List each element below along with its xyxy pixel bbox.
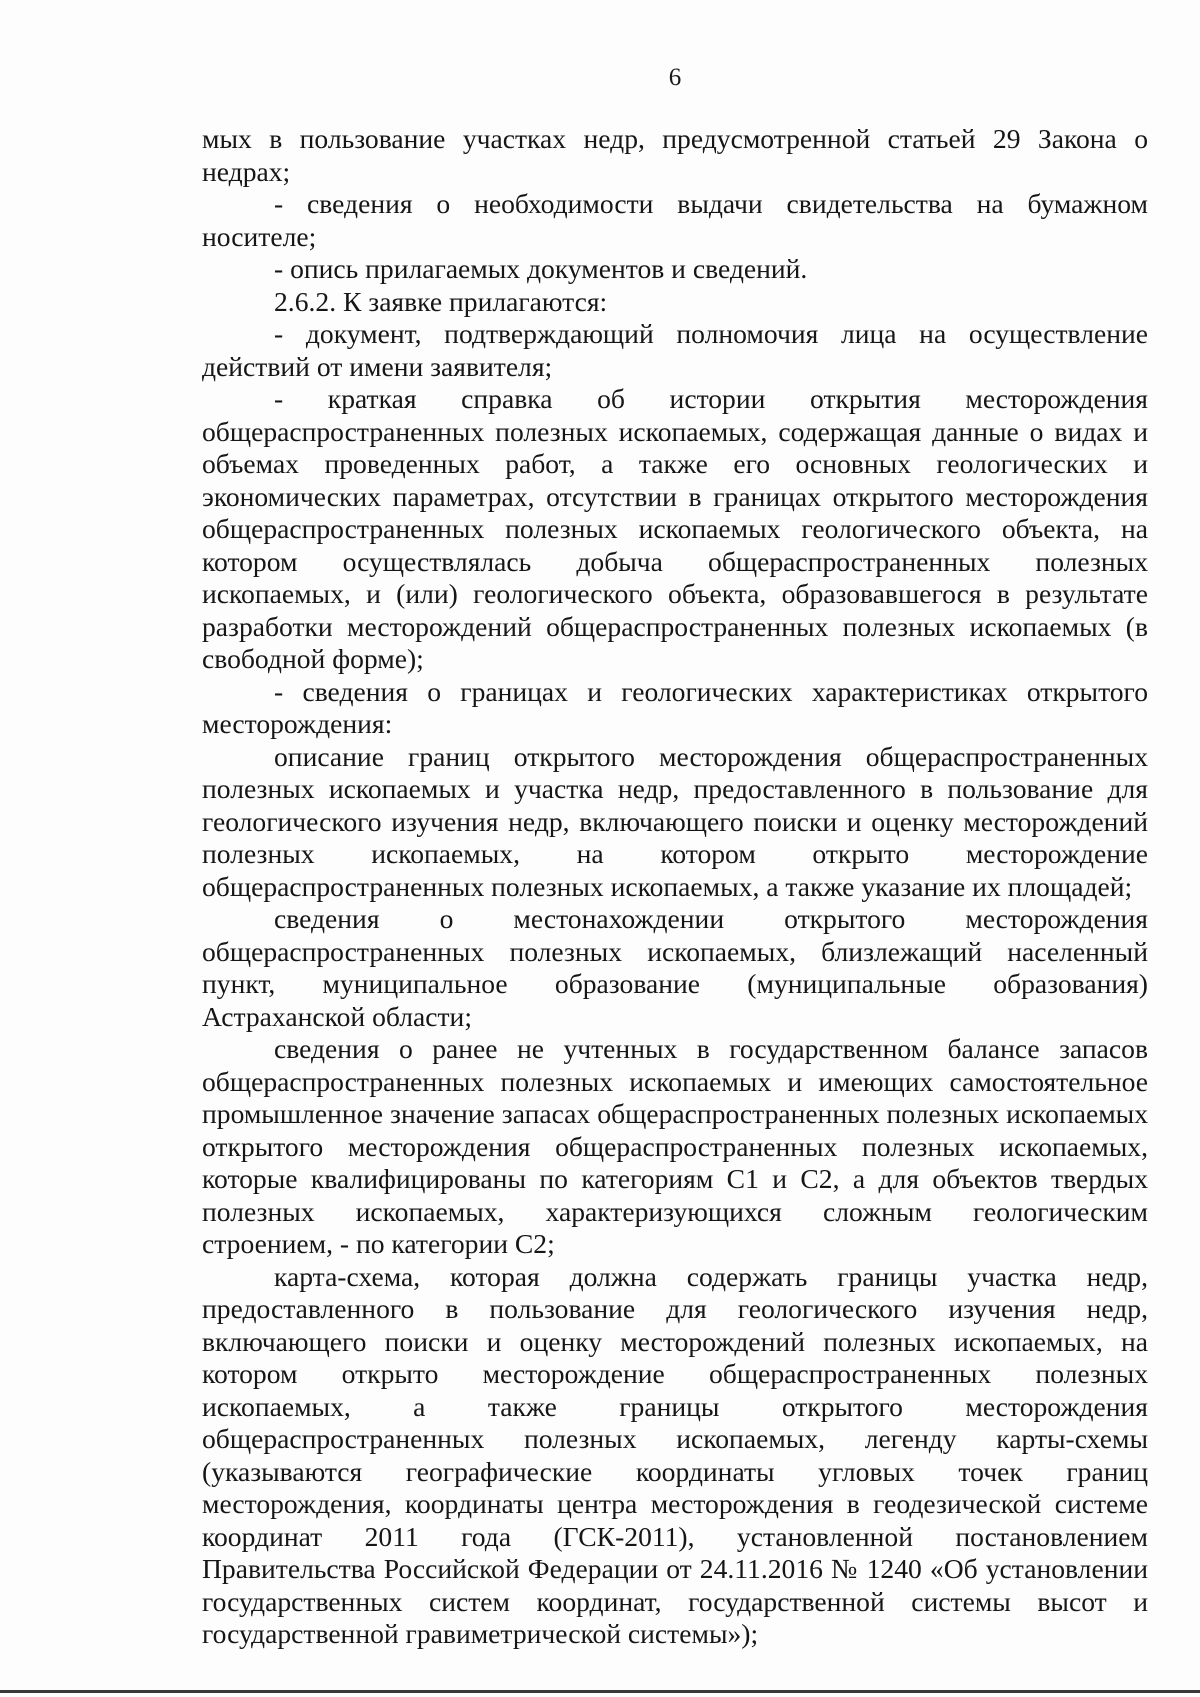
document-body bbox=[202, 123, 1148, 1651]
paragraph-10: сведения о ранее не учтенных в государственном балансе запасов общераспространенных полезных ископаемых и имеющих самостоятельное промышленное значение запасах общераспространенных полезных ископаемых открытого месторождения общераспространенных полезных ископаемых, которые квалифицированы по категориям С1 и С2, а для объектов твердых полезных ископаемых, характеризующихся сложным геологическим строением, - по категории С2; bbox=[202, 1033, 1148, 1259]
paragraph-7: - сведения о границах и геологических характеристиках открытого месторождения: bbox=[202, 675, 1148, 739]
paragraph-9: сведения о местонахождении открытого месторождения общераспространенных полезных ископаемых, близлежащий населенный пункт, муниципальное образование (муниципальные образования) Астраханской области; bbox=[202, 903, 1148, 1032]
paragraph-8: описание границ открытого месторождения общераспространенных полезных ископаемых и участка недр, предоставленного в пользование для геологического изучения недр, включающего поиски и оценку месторождений полезных ископаемых, на котором открыто месторождение общераспространенных полезных ископаемых, а также указание их площадей; bbox=[202, 740, 1148, 902]
paragraph-2: - сведения о необходимости выдачи свидетельства на бумажном носителе; bbox=[202, 188, 1148, 252]
paragraph-1: мых в пользование участках недр, предусмотренной статьей 29 Закона о недрах; bbox=[202, 123, 1148, 187]
paragraph-4: 2.6.2. К заявке прилагаются: bbox=[274, 285, 608, 317]
paragraph-5: - документ, подтверждающий полномочия лица на осуществление действий от имени заявителя; bbox=[202, 318, 1148, 382]
paragraph-6: - краткая справка об истории открытия месторождения общераспространенных полезных ископаемых, содержащая данные о видах и объемах проведенных работ, а также его основных геологических и экономических параметрах, отсутствии в границах открытого месторождения общераспространенных полезных ископаемых геологического объекта, на котором осуществлялась добыча общераспространенных полезных ископаемых, и (или) геологического объекта, образовавшегося в результате разработки месторождений общераспространенных полезных ископаемых (в свободной форме); bbox=[202, 383, 1148, 674]
paragraph-3: - опись прилагаемых документов и сведений. bbox=[274, 253, 808, 284]
paragraph-11: карта-схема, которая должна содержать границы участка недр, предоставленного в пользование для геологического изучения недр, включающего поиски и оценку месторождений полезных ископаемых, на котором открыто месторождение общераспространенных полезных ископаемых, а также границы открытого месторождения общераспространенных полезных ископаемых, легенду карты-схемы (указываются географические координаты угловых точек границ месторождения, координаты центра месторождения в геодезической системе координат 2011 года (ГСК-2011), установленной постановлением Правительства Российской Федерации от 24.11.2016 № 1240 «Об установлении государственных систем координат, государственной системы высот и государственной гравиметрической системы»); bbox=[202, 1260, 1148, 1649]
page-number: 6 bbox=[668, 64, 682, 91]
bottom-scan-edge bbox=[0, 1690, 1200, 1693]
